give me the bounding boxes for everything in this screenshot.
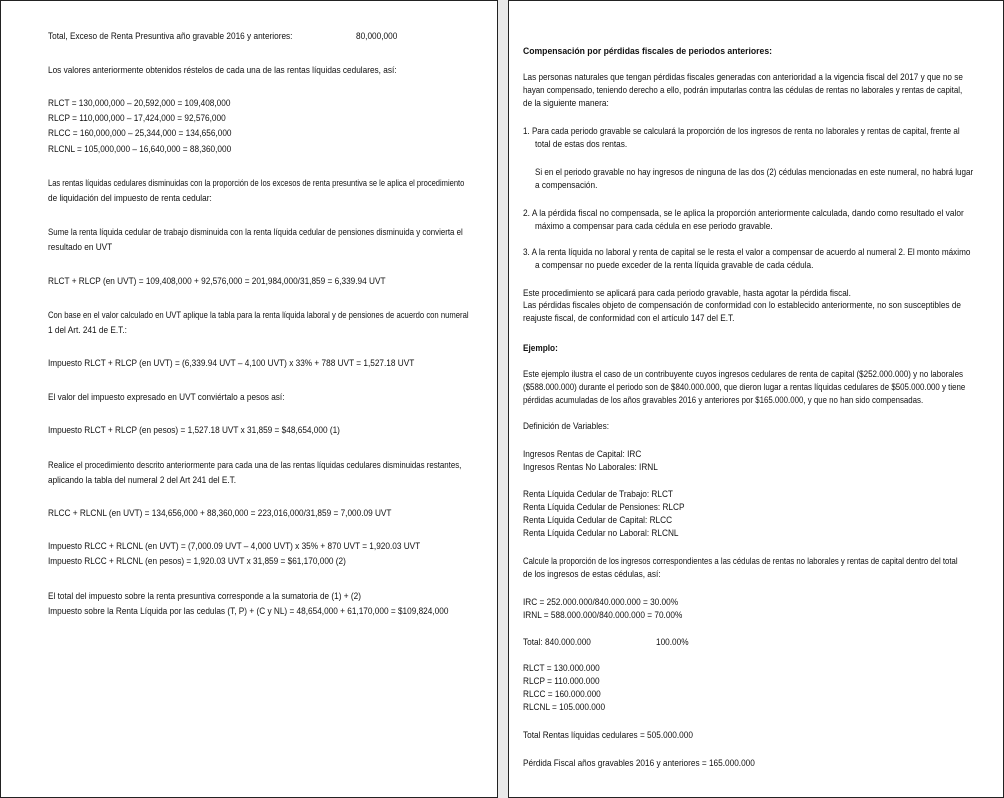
text-line: Impuesto RLCT + RLCP (en pesos) = 1,527.18 UVT x 31,859 = $48,654,000 (1): [48, 425, 340, 436]
text-line: RLCP = 110,000,000 – 17,424,000 = 92,576,000: [48, 113, 226, 124]
text-line: de la siguiente manera:: [523, 98, 609, 109]
text-line: aplicando la tabla del numeral 2 del Art 241 del E.T.: [48, 475, 237, 486]
right-page: [508, 0, 1004, 798]
text-line: IRC = 252.000.000/840.000.000 = 30.00%: [523, 597, 679, 608]
text-line: Impuesto RLCC + RLCNL (en pesos) = 1,920.03 UVT x 31,859 = $61,170,000 (2): [48, 556, 346, 567]
text-line: Si en el periodo gravable no hay ingresos de ninguna de las dos (2) cédulas mencionadas en este numeral, no habrá lugar: [535, 167, 974, 178]
text-line: Pérdida Fiscal años gravables 2016 y anteriores = 165.000.000: [523, 758, 755, 769]
text-line: a compensar no puede exceder de la renta líquida gravable de cada cédula.: [535, 260, 814, 271]
text-line: Este procedimiento se aplicará para cada periodo gravable, hasta agotar la pérdida fiscal.: [523, 288, 851, 299]
text-line: 100.00%: [656, 637, 689, 648]
text-line: 80,000,000: [356, 31, 398, 42]
text-line: RLCC = 160,000,000 – 25,344,000 = 134,656,000: [48, 128, 232, 139]
text-line: Total, Exceso de Renta Presuntiva año gravable 2016 y anteriores:: [48, 31, 293, 42]
text-line: total de estas dos rentas.: [535, 139, 628, 150]
text-line: Renta Líquida Cedular de Pensiones: RLCP: [523, 502, 685, 513]
text-line: Renta Líquida Cedular no Laboral: RLCNL: [523, 528, 679, 539]
text-line: reajuste fiscal, de conformidad con el artículo 147 del E.T.: [523, 313, 735, 324]
list-item: 2. A la pérdida fiscal no compensada, se le aplica la proporción anteriormente calculada, dando como resultado el valor: [523, 208, 964, 219]
text-line: RLCT = 130,000,000 – 20,592,000 = 109,408,000: [48, 98, 231, 109]
text-line: de liquidación del impuesto de renta cedular:: [48, 193, 212, 204]
text-line: resultado en UVT: [48, 242, 113, 253]
text-line: Las rentas líquidas cedulares disminuidas con la proporción de los excesos de renta presuntiva se le aplica el procedimiento: [48, 178, 465, 189]
text-line: IRNL = 588.000.000/840.000.000 = 70.00%: [523, 610, 683, 621]
text-line: máximo a compensar para cada cédula en ese periodo gravable.: [535, 221, 773, 232]
text-line: RLCNL = 105,000,000 – 16,640,000 = 88,360,000: [48, 144, 232, 155]
left-page: [0, 0, 498, 798]
text-line: ($588.000.000) durante el periodo son de $840.000.000, que dieron lugar a rentas líquidas cedulares de $505.000.000 y tiene: [523, 382, 966, 393]
list-item: 1. Para cada periodo gravable se calculará la proporción de los ingresos de renta no laborales y rentas de capital, frente al: [523, 126, 960, 137]
text-line: Impuesto RLCC + RLCNL (en UVT) = (7,000.09 UVT – 4,000 UVT) x 35% + 870 UVT = 1,920.03 UVT: [48, 541, 421, 552]
text-line: pérdidas acumuladas de los años gravables 2016 y anteriores por $165.000.000, y que no han sido compensadas.: [523, 395, 924, 406]
text-line: RLCP = 110.000.000: [523, 676, 600, 687]
text-line: Los valores anteriormente obtenidos réstelos de cada una de las rentas líquidas cedulares, así:: [48, 65, 397, 76]
text-line: El valor del impuesto expresado en UVT conviértalo a pesos así:: [48, 392, 285, 403]
text-line: hayan compensado, teniendo derecho a ello, podrán imputarlas contra las cédulas de rentas no laborales y rentas de capital,: [523, 85, 963, 96]
text-line: Las personas naturales que tengan pérdidas fiscales generadas con anterioridad a la vigencia fiscal del 2017 y que no se: [523, 72, 963, 83]
text-line: de los ingresos de estas cédulas, así:: [523, 569, 661, 580]
text-line: Impuesto RLCT + RLCP (en UVT) = (6,339.94 UVT – 4,100 UVT) x 33% + 788 UVT = 1,527.18 UVT: [48, 358, 415, 369]
text-line: RLCNL = 105.000.000: [523, 702, 606, 713]
section-heading: Compensación por pérdidas fiscales de periodos anteriores:: [523, 46, 773, 57]
text-line: Total Rentas líquidas cedulares = 505.000.000: [523, 730, 693, 741]
text-line: RLCC = 160.000.000: [523, 689, 601, 700]
text-line: Calcule la proporción de los ingresos correspondientes a las cédulas de rentas no laborales y rentas de capital dentro del total: [523, 556, 958, 567]
text-line: Ingresos Rentas No Laborales: IRNL: [523, 462, 658, 473]
text-line: RLCT = 130.000.000: [523, 663, 600, 674]
text-line: Renta Líquida Cedular de Capital: RLCC: [523, 515, 673, 526]
text-line: El total del impuesto sobre la renta presuntiva corresponde a la sumatoria de (1) + (2): [48, 591, 362, 602]
text-line: Con base en el valor calculado en UVT aplique la tabla para la renta líquida laboral y de pensiones de acuerdo con numeral: [48, 310, 469, 321]
text-line: Realice el procedimiento descrito anteriormente para cada una de las rentas líquidas cedulares disminuidas restantes,: [48, 460, 462, 471]
text-line: Definición de Variables:: [523, 421, 610, 432]
text-line: RLCT + RLCP (en UVT) = 109,408,000 + 92,576,000 = 201,984,000/31,859 = 6,339.94 UVT: [48, 276, 386, 287]
text-line: Las pérdidas fiscales objeto de compensación de conformidad con lo establecido anteriormente, no son susceptibles de: [523, 300, 962, 311]
text-line: 1 del Art. 241 de E.T.:: [48, 325, 127, 336]
text-line: Sume la renta líquida cedular de trabajo disminuida con la renta líquida cedular de pensiones disminuida y convierta el: [48, 227, 463, 238]
list-item: 3. A la renta líquida no laboral y renta de capital se le resta el valor a compensar de acuerdo al numeral 2. El monto máximo: [523, 247, 971, 258]
text-line: Este ejemplo ilustra el caso de un contribuyente cuyos ingresos cedulares de renta de capital ($252.000.000) y no laborales: [523, 369, 964, 380]
text-line: Renta Líquida Cedular de Trabajo: RLCT: [523, 489, 673, 500]
text-line: Total: 840.000.000: [523, 637, 591, 648]
text-line: Ingresos Rentas de Capital: IRC: [523, 449, 642, 460]
text-line: Impuesto sobre la Renta Líquida por las cedulas (T, P) + (C y NL) = 48,654,000 + 61,170,000 = $109,824,000: [48, 606, 449, 617]
text-line: a compensación.: [535, 180, 598, 191]
section-heading: Ejemplo:: [523, 343, 558, 354]
text-line: RLCC + RLCNL (en UVT) = 134,656,000 + 88,360,000 = 223,016,000/31,859 = 7,000.09 UVT: [48, 508, 392, 519]
